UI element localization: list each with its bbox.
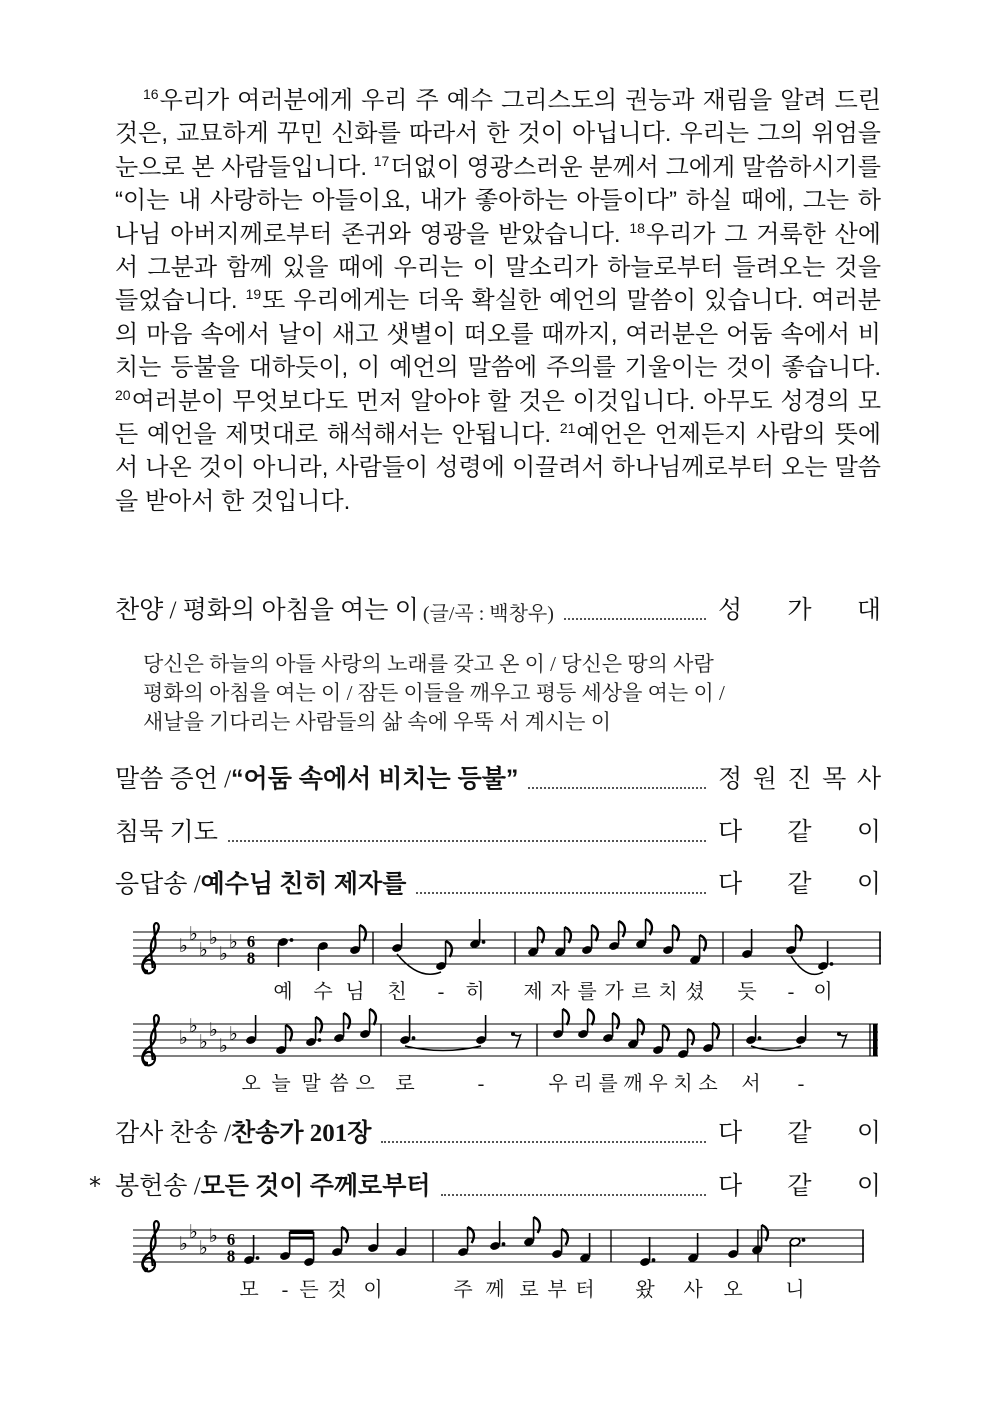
program-label: 말씀 증언 / xyxy=(115,766,232,793)
svg-text:제: 제 xyxy=(523,981,543,1003)
svg-text:소: 소 xyxy=(698,1073,718,1095)
svg-text:서: 서 xyxy=(741,1073,761,1095)
svg-text:♭: ♭ xyxy=(199,1031,208,1053)
program-item-response-song xyxy=(115,868,881,900)
choir-lyrics xyxy=(143,650,853,737)
staff-notation xyxy=(133,1008,885,1102)
performer-choir: 성 가 대 xyxy=(718,597,881,624)
svg-text:-: - xyxy=(797,1073,805,1095)
choir-lyrics-line: 평화의 아침을 여는 이 / 잠든 이들을 깨우고 평등 세상을 여는 이 / xyxy=(143,681,725,705)
svg-text:♭: ♭ xyxy=(179,1027,188,1049)
svg-text:♭: ♭ xyxy=(219,943,228,965)
program-label: 응답송 / xyxy=(115,871,201,898)
dotted-leader xyxy=(416,870,706,894)
staff-notation xyxy=(133,1214,864,1308)
choir-lyrics-line: 당신은 하늘의 아들 사랑의 노래를 갖고 온 이 / 당신은 땅의 사람 xyxy=(143,652,714,676)
sermon-title: “어둠 속에서 비치는 등불” xyxy=(231,765,519,793)
staff-notation xyxy=(133,916,881,1010)
svg-text:6: 6 xyxy=(246,932,256,951)
svg-text:♭: ♭ xyxy=(199,1237,208,1259)
svg-text:말: 말 xyxy=(301,1073,321,1095)
svg-text:♭: ♭ xyxy=(209,1225,218,1247)
dotted-leader xyxy=(381,1119,706,1143)
svg-text:으: 으 xyxy=(355,1073,375,1095)
svg-text:께: 께 xyxy=(485,1279,505,1301)
svg-text:이: 이 xyxy=(813,981,833,1003)
song-title: 예수님 친히 제자를 xyxy=(200,871,407,898)
svg-text:8: 8 xyxy=(246,948,256,968)
program-item-sermon xyxy=(115,763,881,795)
program-label: 봉헌송 / xyxy=(115,1173,201,1200)
asterisk-marker: * xyxy=(89,1172,101,1200)
program-item-silent-prayer xyxy=(115,816,881,848)
svg-text:♭: ♭ xyxy=(199,939,208,961)
svg-text:깨: 깨 xyxy=(623,1073,643,1095)
svg-text:친: 친 xyxy=(387,981,407,1003)
svg-text:오: 오 xyxy=(241,1073,261,1095)
svg-text:셨: 셨 xyxy=(685,981,705,1003)
svg-text:르: 르 xyxy=(631,981,651,1003)
svg-text:것: 것 xyxy=(327,1279,347,1301)
svg-text:늘: 늘 xyxy=(271,1073,291,1095)
dotted-leader xyxy=(528,765,706,789)
song-title: 모든 것이 주께로부터 xyxy=(200,1173,431,1200)
svg-text:를: 를 xyxy=(577,981,597,1003)
performer-all: 다 같 이 xyxy=(718,1173,881,1200)
svg-text:♭: ♭ xyxy=(189,1015,198,1037)
dotted-leader xyxy=(228,818,706,842)
svg-text:우: 우 xyxy=(648,1073,668,1095)
scripture-paragraph: $^{16}$우리가 여러분에게 우리 주 예수 그리스도의 권능과 재림을 알려 드린 것은, 교묘하게 꾸민 신화를 따라서 한 것이 아닙니다. 우리는 그의 위엄을 눈으로 본 사람들입니다. $^{17}$더없이 영광스러운 분께서 그에게 말씀하시기를 “이는 내 사랑하는 아들이요, 내가 좋아하는 아들이다” 하실 때에, 그는 하나님 아버지께로부터 존귀와 영광을 받았습니다. $^{18}$우리가 그 거룩한 산에서 그분과 함께 있을 때에 우리는 이 말소리가 하늘로부터 들려오는 것을 들었습니다. $^{19}$또 우리에게는 더욱 확실한 예언의 말씀이 있습니다. 여러분의 마음 속에서 날이 새고 샛별이 떠오를 때까지, 여러분은 어둠 속에서 비치는 등불을 대하듯이, 이 예언의 말씀에 주의를 기울이는 것이 좋습니다. $^{20}$여러분이 무엇보다도 먼저 알아야 할 것은 이것입니다. 아무도 성경의 모든 예언을 제멋대로 해석해서는 안됩니다. $^{21}$예언은 언제든지 사람의 뜻에서 나온 것이 아니라, 사람들이 성령에 이끌려서 하나님께로부터 오는 말씀을 받아서 한 것입니다. xyxy=(115,86,882,515)
svg-text:든: 든 xyxy=(299,1279,319,1301)
svg-text:♭: ♭ xyxy=(229,1023,238,1045)
svg-text:♭: ♭ xyxy=(219,1035,228,1057)
svg-text:-: - xyxy=(787,981,795,1003)
program-item-offering-song xyxy=(89,1170,881,1202)
svg-text:모: 모 xyxy=(239,1279,259,1301)
svg-text:로: 로 xyxy=(395,1073,415,1095)
svg-text:예: 예 xyxy=(273,981,293,1003)
svg-text:주: 주 xyxy=(453,1279,473,1301)
svg-text:사: 사 xyxy=(683,1279,703,1301)
performer-all: 다 같 이 xyxy=(718,1120,881,1147)
svg-text:리: 리 xyxy=(573,1073,593,1095)
program-item-praise xyxy=(115,594,881,626)
program-note: (글/곡 : 백창우) xyxy=(422,603,554,625)
svg-text:씀: 씀 xyxy=(329,1073,349,1095)
program-item-thanks-hymn xyxy=(115,1117,881,1149)
svg-text:오: 오 xyxy=(723,1279,743,1301)
svg-text:♭: ♭ xyxy=(209,927,218,949)
svg-text:왔: 왔 xyxy=(635,1279,655,1301)
performer-all: 다 같 이 xyxy=(718,871,881,898)
performer-pastor: 정 원 진 목 사 xyxy=(718,766,881,793)
dotted-leader xyxy=(441,1172,706,1196)
svg-text:가: 가 xyxy=(604,981,624,1003)
svg-text:니: 니 xyxy=(785,1279,805,1301)
svg-text:♭: ♭ xyxy=(209,1019,218,1041)
svg-text:-: - xyxy=(437,981,445,1003)
svg-text:♭: ♭ xyxy=(229,931,238,953)
svg-text:♭: ♭ xyxy=(179,935,188,957)
svg-text:님: 님 xyxy=(345,981,365,1003)
svg-text:듯: 듯 xyxy=(737,981,757,1003)
svg-text:치: 치 xyxy=(658,981,678,1003)
svg-text:우: 우 xyxy=(548,1073,568,1095)
svg-text:6: 6 xyxy=(226,1230,236,1249)
verse-number: 20 xyxy=(115,386,131,403)
choir-lyrics-line: 새날을 기다리는 사람들의 삶 속에 우뚝 서 계시는 이 xyxy=(143,710,612,734)
svg-text:터: 터 xyxy=(575,1279,595,1301)
svg-text:-: - xyxy=(281,1279,289,1301)
svg-text:자: 자 xyxy=(550,981,570,1003)
svg-text:8: 8 xyxy=(226,1246,236,1266)
song-title: 찬송가 201장 xyxy=(231,1120,372,1147)
verse-number: 19 xyxy=(245,286,262,303)
svg-text:로: 로 xyxy=(519,1279,539,1301)
verse-number: 18 xyxy=(629,219,645,236)
music-staff-response-1 xyxy=(133,916,881,1010)
svg-text:부: 부 xyxy=(547,1279,567,1301)
svg-text:를: 를 xyxy=(598,1073,618,1095)
verse-number: 17 xyxy=(373,152,390,169)
program-label: 찬양 / 평화의 아침을 여는 이 xyxy=(115,597,419,624)
svg-text:히: 히 xyxy=(465,981,485,1003)
svg-text:수: 수 xyxy=(313,981,333,1003)
svg-text:-: - xyxy=(477,1073,485,1095)
verse-number: 16 xyxy=(143,86,159,102)
svg-text:치: 치 xyxy=(673,1073,693,1095)
program-label: 침묵 기도 xyxy=(115,819,218,846)
svg-text:이: 이 xyxy=(363,1279,383,1301)
music-staff-offering xyxy=(133,1214,864,1308)
svg-text:♭: ♭ xyxy=(179,1233,188,1255)
svg-text:♭: ♭ xyxy=(189,923,198,945)
verse-number: 21 xyxy=(559,420,576,437)
program-label: 감사 찬송 / xyxy=(115,1120,232,1147)
performer-all: 다 같 이 xyxy=(718,819,881,846)
svg-text:♭: ♭ xyxy=(189,1221,198,1243)
music-staff-response-2 xyxy=(133,1008,885,1102)
dotted-leader xyxy=(564,596,706,620)
